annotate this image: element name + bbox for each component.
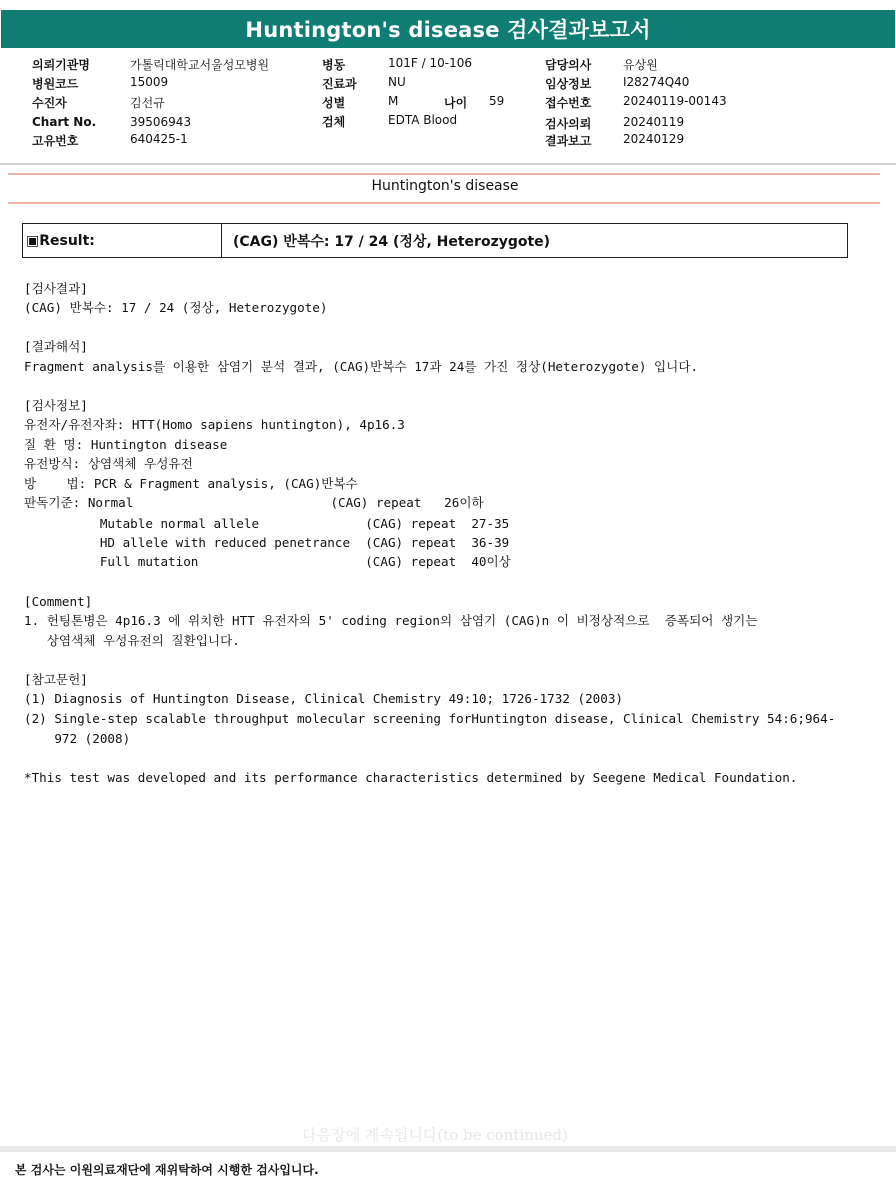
text-line: Full mutation (CAG) repeat 40이상 [24,554,511,569]
info-label: 수진자 [32,96,67,110]
info-label: 고유번호 [32,134,79,148]
info-label: 결과보고 [545,134,592,148]
info-label: 검사의뢰 [545,117,592,131]
divider [8,173,880,175]
text-line: 972 (2008) [24,731,131,746]
text-line: 1. 헌팅톤병은 4p16.3 에 위치한 HTT 유전자의 5' coding region의 삼염기 (CAG)n 이 비정상적으로 증폭되어 생기는 [24,613,758,628]
text-line: (2) Single-step scalable throughput molecular screening forHuntington disease, Clinical Chemistry 54:6;964- [24,711,836,726]
info-value: 유상원 [623,58,658,72]
report-title: Huntington's disease 검사결과보고서 [1,10,895,48]
text-line: Fragment analysis를 이용한 삼염기 분석 결과, (CAG)반복수 17과 24를 가진 정상(Heterozygote) 입니다. [24,359,699,374]
footer-note: 본 검사는 이원의료재단에 재위탁하여 시행한 검사입니다. [15,1163,319,1177]
text-line: 판독기준: Normal (CAG) repeat 26이하 [24,495,484,510]
info-label: 담당의사 [545,58,592,72]
footer-divider [0,1146,896,1152]
text-line: (1) Diagnosis of Huntington Disease, Clinical Chemistry 49:10; 1726-1732 (2003) [24,691,623,706]
info-value-age: 59 [489,94,505,108]
info-value: NU [388,75,406,89]
heading-interpretation: [결과해석] [24,339,88,354]
divider [8,202,880,204]
text-line: 유전방식: 상염색체 우성유전 [24,456,193,471]
info-label: 병원코드 [32,77,79,91]
section-title: Huntington's disease [371,178,519,194]
info-label: Chart No. [32,115,97,129]
info-value: EDTA Blood [388,113,458,127]
info-value: 640425-1 [130,132,188,146]
result-label: ▣Result: [23,224,222,257]
info-label: 성별 [322,96,346,110]
info-value: 20240119-00143 [623,94,727,108]
info-value: 20240119 [623,115,685,129]
heading-references: [참고문헌] [24,672,88,687]
divider [0,163,896,165]
text-line: 질 환 명: Huntington disease [24,437,228,452]
text-line: 상염색체 우성유전의 질환입니다. [24,633,240,648]
text-line: 방 법: PCR & Fragment analysis, (CAG)반복수 [24,476,358,491]
heading-test-result: [검사결과] [24,281,88,296]
info-value: 101F / 10-106 [388,56,472,70]
continued-watermark: 다음장에 계속됩니다(to be continued) [302,1126,568,1144]
info-label: 임상정보 [545,77,592,91]
info-value: 20240129 [623,132,685,146]
disclaimer: *This test was developed and its performance characteristics determined by Seegene Medical Foundation. [24,770,798,785]
result-value: (CAG) 반복수: 17 / 24 (정상, Heterozygote) [233,233,551,250]
info-label: 접수번호 [545,96,592,110]
text-line: 유전자/유전자좌: HTT(Homo sapiens huntington), 4p16.3 [24,417,405,432]
text-line: HD allele with reduced penetrance (CAG) repeat 36-39 [24,535,510,550]
info-value: 39506943 [130,115,192,129]
text-line: (CAG) 반복수: 17 / 24 (정상, Heterozygote) [24,300,328,315]
info-label: 검체 [322,115,346,129]
info-label: 진료과 [322,77,357,91]
info-value: 가톨릭대학교서울성모병원 [130,58,270,72]
info-label: 병동 [322,58,346,72]
info-value: M [388,94,399,108]
info-value: 김선규 [130,96,165,110]
heading-test-info: [검사정보] [24,398,88,413]
info-label-age: 나이 [444,96,468,110]
info-label: 의뢰기관명 [32,58,90,72]
text-line: Mutable normal allele (CAG) repeat 27-35 [24,516,510,531]
info-value: I28274Q40 [623,75,690,89]
heading-comment: [Comment] [24,594,93,609]
result-box [22,223,848,258]
info-value: 15009 [130,75,169,89]
